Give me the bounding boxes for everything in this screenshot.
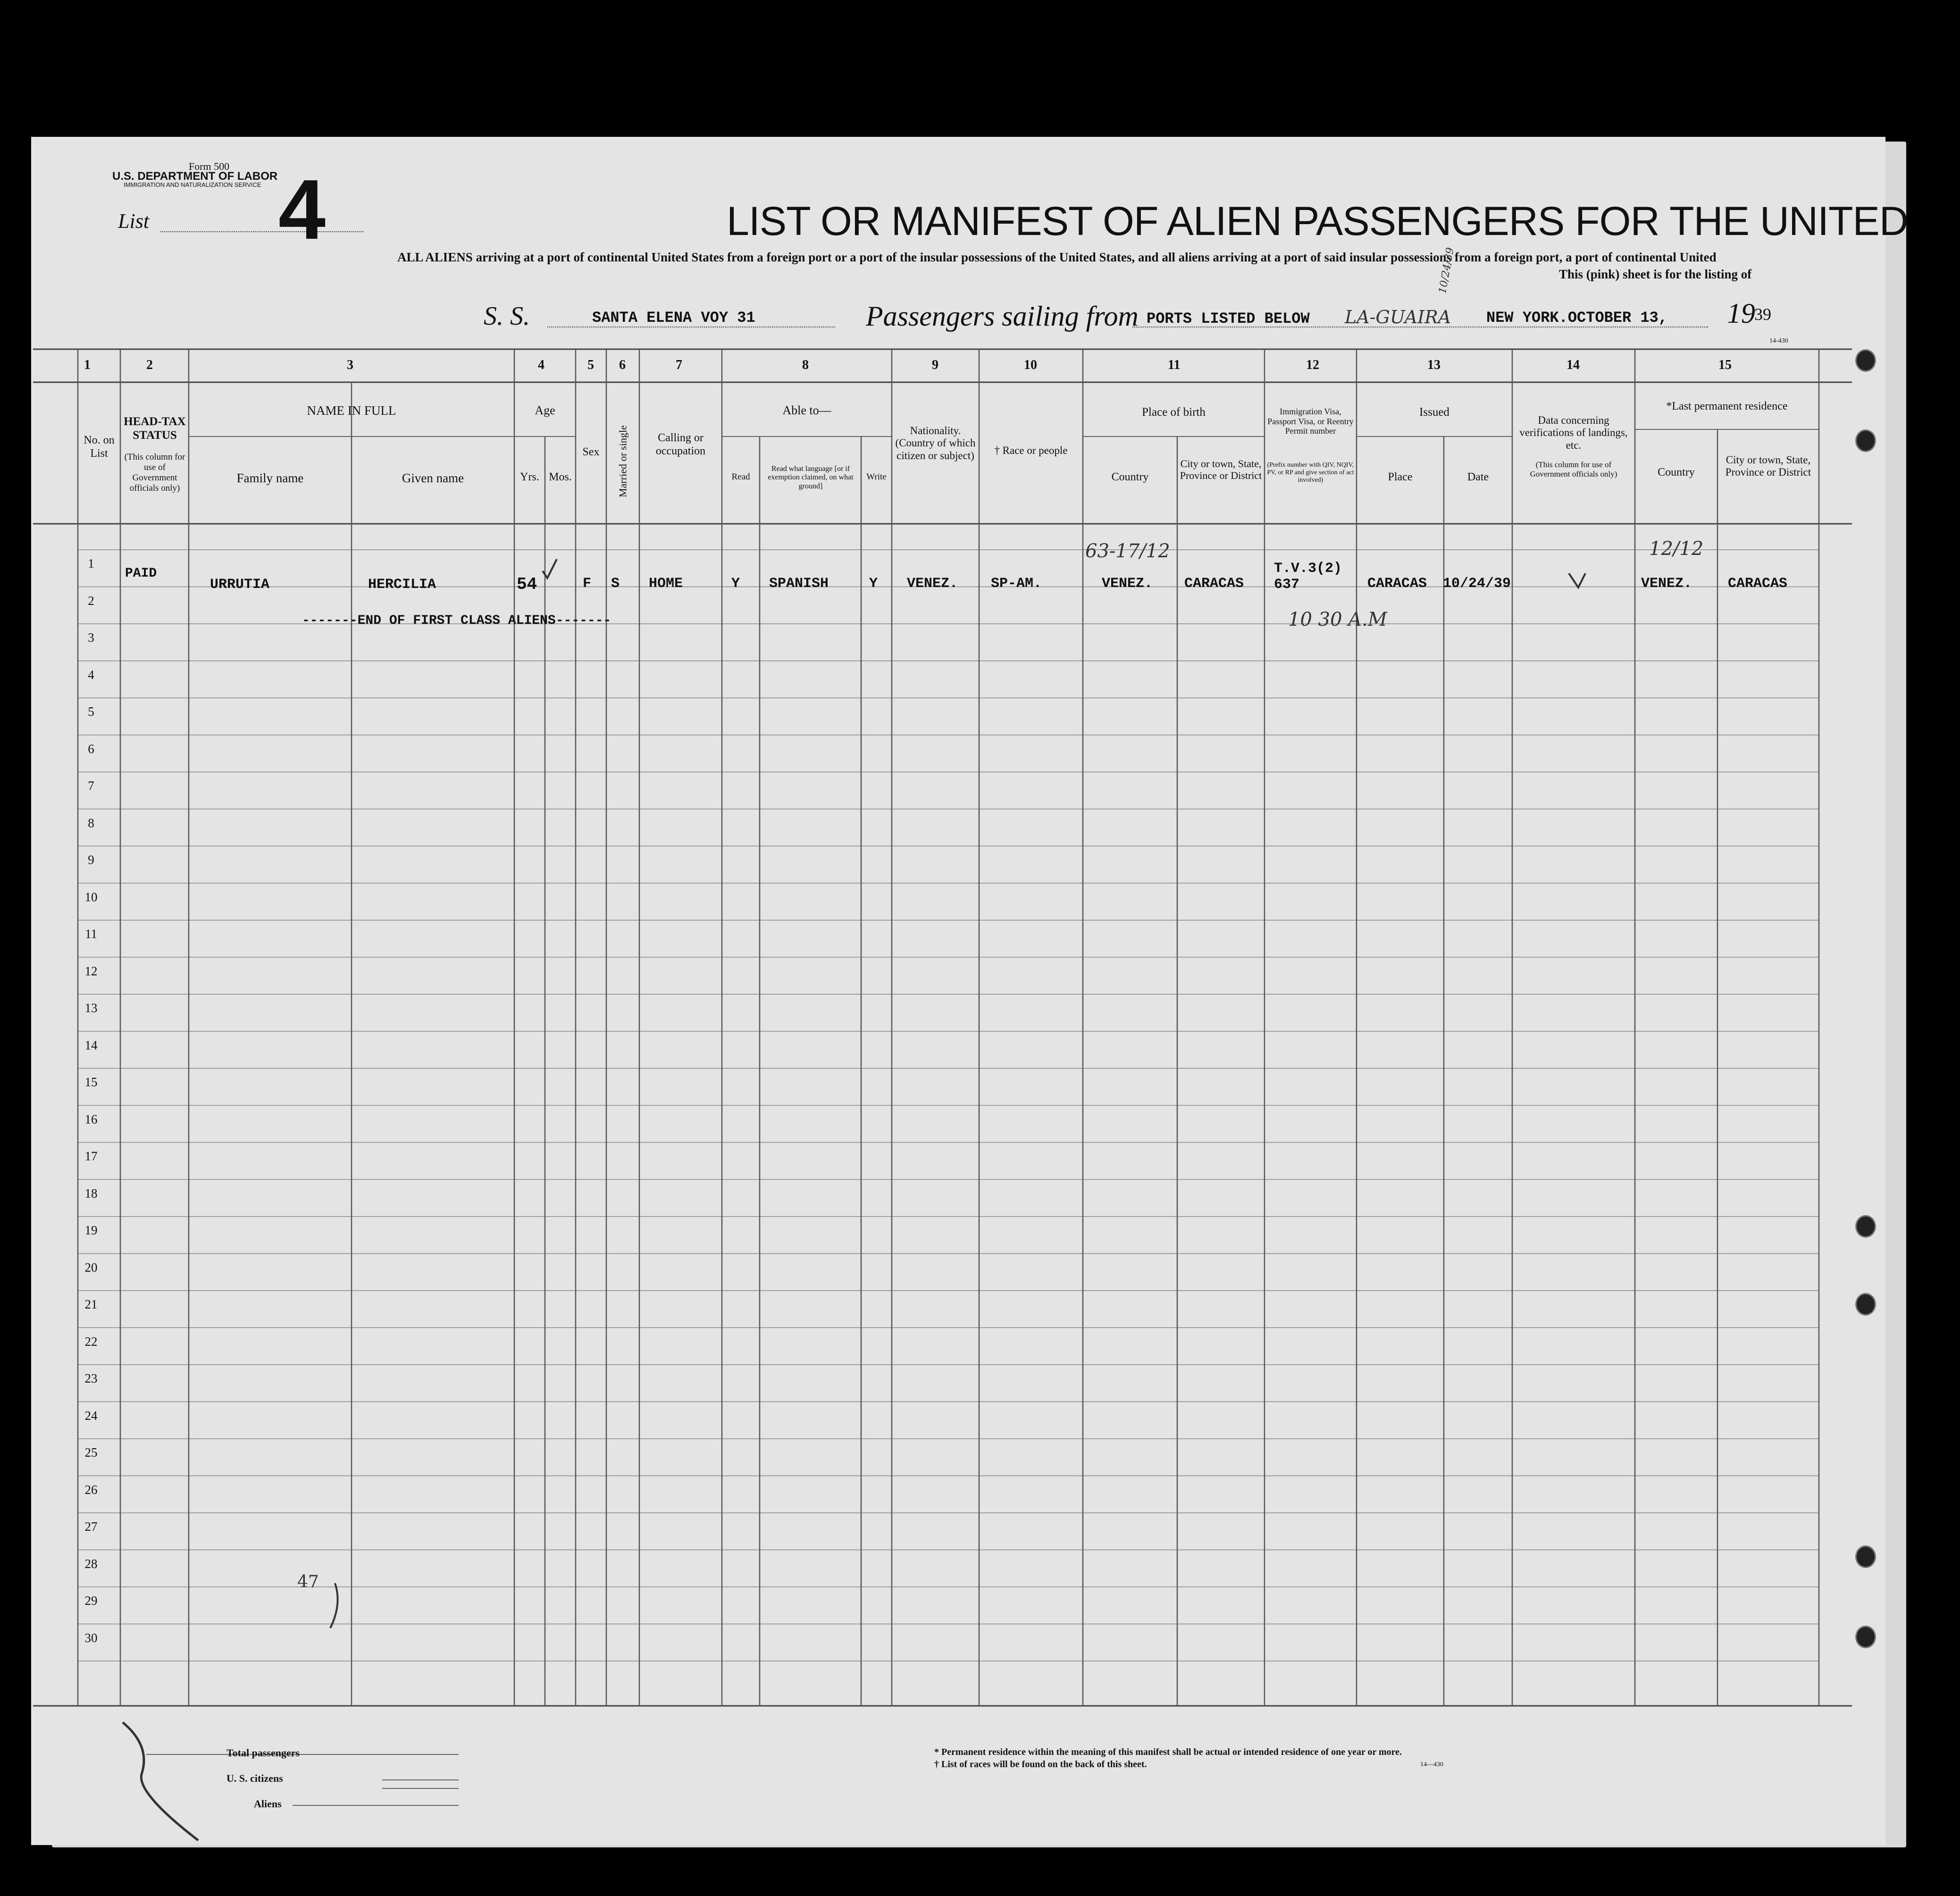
check-mark xyxy=(123,1722,198,1840)
row-number: 16 xyxy=(84,1112,98,1126)
col-number: 15 xyxy=(1718,358,1732,372)
row-number: 17 xyxy=(84,1149,98,1163)
col-number: 3 xyxy=(347,358,353,372)
header-visa-note: (Prefix number with QIV, NQIV, PV, or RP and give section of act involved) xyxy=(1267,461,1354,484)
birth-annotation: 63-17/12 xyxy=(1085,540,1170,562)
header-no-on-list: No. on List xyxy=(84,434,115,460)
header-issued-place: Place xyxy=(1388,471,1413,483)
header-res-country: Country xyxy=(1658,466,1695,478)
col-number: 13 xyxy=(1427,358,1441,372)
header-age: Age xyxy=(535,403,555,417)
row-number: 1 xyxy=(88,556,94,570)
col-number: 4 xyxy=(538,358,544,372)
total-passengers-label: Total passengers xyxy=(226,1747,300,1759)
write-value: Y xyxy=(869,576,878,592)
header-head-tax-note: (This column for use of Government officials only) xyxy=(124,452,185,493)
footer-note-residence: * Permanent residence within the meaning of this manifest shall be actual or intended residence of one year or more. xyxy=(934,1747,1402,1757)
occupation-value: HOME xyxy=(649,576,683,592)
visa-number-value: 637 xyxy=(1274,577,1300,593)
col-number: 8 xyxy=(802,358,809,372)
row-number: 14 xyxy=(84,1038,98,1052)
header-data-concerning: Data concerning verifications of landings, etc. xyxy=(1519,414,1628,451)
aliens-label: Aliens xyxy=(254,1798,282,1810)
footer-code: 14—430 xyxy=(1420,1761,1443,1768)
row-number: 24 xyxy=(84,1408,98,1423)
header-married: Married or single xyxy=(617,425,629,498)
list-underline xyxy=(160,231,363,232)
col-number: 6 xyxy=(619,358,626,372)
ports-field: PORTS LISTED BELOW xyxy=(1147,310,1310,327)
header-family-name: Family name xyxy=(236,471,304,485)
residence-annotation: 12/12 xyxy=(1649,538,1704,560)
header-yrs: Yrs. xyxy=(520,471,539,483)
footer-note-races: † List of races will be found on the back of this sheet. xyxy=(934,1759,1147,1770)
row-number: 3 xyxy=(88,630,94,645)
issued-place-value: CARACAS xyxy=(1367,576,1427,592)
row-number: 9 xyxy=(88,853,94,867)
header-read: Read xyxy=(731,472,750,482)
header-birth-country: Country xyxy=(1111,471,1149,483)
birth-city-value: CARACAS xyxy=(1184,576,1244,592)
col-number: 11 xyxy=(1168,358,1181,372)
list-number: 4 xyxy=(278,162,326,257)
row-number: 4 xyxy=(88,667,94,682)
nationality-value: VENEZ. xyxy=(907,576,958,592)
row-number: 2 xyxy=(88,593,94,608)
manifest-subtitle-2: This (pink) sheet is for the listing of xyxy=(1559,267,1752,281)
header-mos: Mos. xyxy=(549,471,572,483)
row-number: 18 xyxy=(84,1186,98,1200)
year-suffix: 39 xyxy=(1754,305,1771,324)
row-number: 12 xyxy=(84,964,98,978)
row-number: 11 xyxy=(85,927,97,941)
row-number: 30 xyxy=(84,1630,98,1645)
res-city-value: CARACAS xyxy=(1728,576,1788,592)
service-name: IMMIGRATION AND NATURALIZATION SERVICE xyxy=(124,181,261,188)
list-label: List xyxy=(118,210,150,233)
port-date-handwritten: 10/24/39 xyxy=(1437,246,1457,295)
row-number: 27 xyxy=(84,1519,98,1534)
arrival-field: NEW YORK.OCTOBER 13, xyxy=(1486,309,1668,327)
age-value: 54 xyxy=(517,575,537,594)
header-place-of-birth: Place of birth xyxy=(1142,406,1206,419)
row-number: 6 xyxy=(88,741,94,756)
form-number: Form 500 xyxy=(189,160,230,172)
manifest-subtitle: ALL ALIENS arriving at a port of continental United States from a foreign port or a port of the insular possessions of the United States, and all aliens arriving at a port of said insular possessions from a foreign port, a port of continental United xyxy=(397,250,1717,264)
time-annotation: 10 30 A.M xyxy=(1288,609,1387,630)
header-sex: Sex xyxy=(582,446,600,458)
manifest-title: LIST OR MANIFEST OF ALIEN PASSENGERS FOR THE UNITED xyxy=(727,199,1909,244)
header-res-city: City or town, State, Province or District xyxy=(1725,454,1811,478)
row-number: 21 xyxy=(84,1297,98,1311)
count-annotation: 47 xyxy=(297,1572,319,1592)
sailing-label: Passengers sailing from xyxy=(866,301,1139,332)
row-number: 29 xyxy=(84,1594,98,1608)
col-number: 1 xyxy=(84,358,91,372)
row-number: 25 xyxy=(84,1445,98,1460)
birth-country-value: VENEZ. xyxy=(1102,576,1153,592)
col-number: 12 xyxy=(1306,358,1319,372)
col-number: 2 xyxy=(146,358,153,372)
col-number: 9 xyxy=(932,358,938,372)
res-country-value: VENEZ. xyxy=(1641,576,1692,592)
col-number: 10 xyxy=(1024,358,1037,372)
issued-date-value: 10/24/39 xyxy=(1443,576,1511,592)
head-tax-value: PAID xyxy=(125,566,157,581)
department-name: U.S. DEPARTMENT OF LABOR xyxy=(112,170,278,183)
check-mark xyxy=(1569,573,1585,587)
row-number: 8 xyxy=(88,815,94,830)
row-number: 20 xyxy=(84,1260,98,1275)
header-birth-city: City or town, State, Province or District xyxy=(1180,458,1262,482)
row-number: 5 xyxy=(88,705,94,719)
corner-code: 14-430 xyxy=(1769,337,1788,344)
header-head-tax: HEAD-TAX STATUS xyxy=(124,415,186,442)
header-data-note: (This column for use of Government officials only) xyxy=(1530,460,1617,478)
header-nationality: Nationality. (Country of which citizen or subject) xyxy=(895,425,976,461)
row-number: 7 xyxy=(88,779,94,793)
us-citizens-label: U. S. citizens xyxy=(226,1772,283,1784)
given-name-value: HERCILIA xyxy=(368,577,436,593)
read-value: Y xyxy=(731,576,740,592)
row-number: 28 xyxy=(84,1556,98,1571)
header-race: † Race or people xyxy=(994,445,1068,456)
row-number: 15 xyxy=(84,1075,98,1089)
year-prefix: 19 xyxy=(1727,298,1755,329)
header-last-residence: *Last permanent residence xyxy=(1666,400,1788,412)
col-number: 7 xyxy=(676,358,682,372)
row-number: 19 xyxy=(84,1223,98,1237)
row-number: 23 xyxy=(84,1371,98,1385)
header-write: Write xyxy=(866,472,887,482)
header-name-in-full: NAME IN FULL xyxy=(307,403,396,418)
race-value: SP-AM. xyxy=(991,576,1042,592)
port-handwritten: LA-GUAIRA xyxy=(1345,307,1451,327)
check-mark xyxy=(330,1583,338,1628)
row-number: 10 xyxy=(84,889,98,904)
ship-name: SANTA ELENA VOY 31 xyxy=(592,309,755,327)
col-number: 14 xyxy=(1566,358,1580,372)
row-number: 13 xyxy=(84,1001,98,1015)
header-given-name: Given name xyxy=(402,471,464,485)
header-issued: Issued xyxy=(1419,406,1449,419)
visa-value: T.V.3(2) xyxy=(1274,561,1342,577)
sex-value: F xyxy=(583,576,592,592)
marital-value: S xyxy=(611,576,620,592)
family-name-value: URRUTIA xyxy=(210,577,270,593)
header-able-to: Able to— xyxy=(782,403,831,417)
row-number: 26 xyxy=(84,1482,98,1497)
end-of-class-line: -------END OF FIRST CLASS ALIENS------- xyxy=(302,613,611,628)
header-calling: Calling or occupation xyxy=(655,432,706,457)
language-value: SPANISH xyxy=(769,576,829,592)
col-number: 5 xyxy=(587,358,594,372)
ss-label: S. S. xyxy=(484,302,530,331)
header-visa: Immigration Visa, Passport Visa, or Reentry Permit number xyxy=(1267,407,1354,436)
row-number: 22 xyxy=(84,1334,98,1349)
header-read-language: Read what language [or if exemption claimed, on what ground] xyxy=(768,465,854,490)
header-issued-date: Date xyxy=(1467,471,1489,483)
